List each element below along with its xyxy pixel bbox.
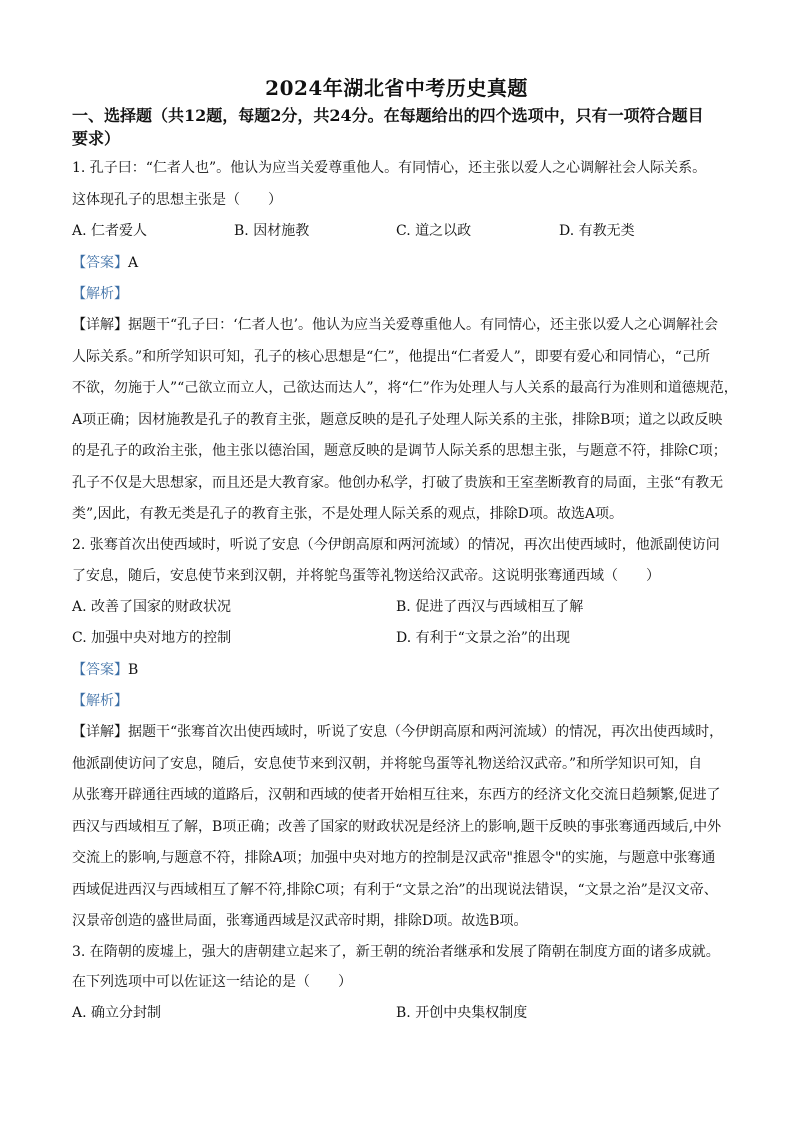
question-3-stem-cont: 在下列选项中可以佐证这一结论的是（ ）: [72, 974, 352, 990]
q1-option-d: D. 有教无类: [559, 223, 635, 239]
q1-answer: [72, 253, 138, 273]
answer-label: 【答案】: [72, 255, 128, 271]
question-2-stem-cont: 了安息，随后，安息使节来到汉朝，并将鸵鸟蛋等礼物送给汉武帝。这说明张骞通西域（ ）: [72, 568, 660, 584]
question-1-stem-cont: 这体现孔子的思想主张是（ ）: [72, 192, 282, 208]
q2-analysis-label: 【解析】: [72, 693, 128, 709]
q2-detail-line: 交流上的影响,与题意不符，排除A项；加强中央对地方的控制是汉武帝"推恩令"的实施，与题意中张骞通: [72, 850, 716, 866]
q1-option-a: A. 仁者爱人: [72, 223, 148, 239]
q2-detail-line: 西域促进西汉与西域相互了解不符,排除C项；有利于“文景之治”的出现说法错误，“文景之治”是汉文帝、: [72, 882, 718, 898]
q1-detail-line: 不欲，勿施于人”“己欲立而立人，己欲达而达人”，将“仁”作为处理人与人关系的最高行为准则和道德规范，: [72, 380, 738, 396]
answer-label: 【答案】: [72, 662, 128, 678]
detail-text: 据题干“孔子曰：‘仁者人也’。他认为应当关爱尊重他人。有同情心，还主张以爱人之心调解社会: [128, 317, 719, 333]
q2-answer: [72, 660, 138, 680]
q2-detail-line: 从张骞开辟通往西域的道路后，汉朝和西域的使者开始相互往来，东西方的经济文化交流日趋频繁,促进了: [72, 787, 721, 803]
question-2-stem: 2. 张骞首次出使西域时，听说了安息（今伊朗高原和两河流域）的情况，再次出使西域时，他派副使访问: [72, 537, 720, 553]
q1-detail-line: A项正确；因材施教是孔子的教育主张，题意反映的是孔子处理人际关系的主张，排除B项；道之以政反映: [72, 412, 723, 428]
q2-option-a: A. 改善了国家的财政状况: [72, 599, 232, 615]
q1-option-b: B. 因材施教: [234, 223, 310, 239]
q2-option-b: B. 促进了西汉与西域相互了解: [396, 599, 584, 615]
q2-detail-line: [72, 722, 723, 742]
q2-detail-line: 汉景帝创造的盛世局面，张骞通西域是汉武帝时期，排除D项。故选B项。: [72, 913, 528, 929]
answer-value: B: [128, 662, 139, 678]
page-title: 2024年湖北省中考历史真题: [265, 76, 528, 100]
q1-analysis-label: 【解析】: [72, 286, 128, 302]
q2-detail-line: 他派副使访问了安息，随后，安息使节来到汉朝，并将鸵鸟蛋等礼物送给汉武帝。”和所学知识可知，自: [72, 756, 703, 772]
question-3-stem: 3. 在隋朝的废墟上，强大的唐朝建立起来了，新王朝的统治者继承和发展了隋朝在制度方面的诸多成就。: [72, 944, 720, 960]
q2-option-d: D. 有利于“文景之治”的出现: [396, 630, 570, 646]
q1-option-c: C. 道之以政: [396, 223, 472, 239]
q2-option-c: C. 加强中央对地方的控制: [72, 630, 232, 646]
q1-detail-line: 人际关系。”和所学知识可知，孔子的核心思想是“仁”，他提出“仁者爱人”，即要有爱心和同情心，“己所: [72, 349, 710, 365]
q1-detail-line: 的是孔子的政治主张，他主张以德治国，题意反映的是调节人际关系的思想主张，与题意不符，排除C项；: [72, 443, 727, 459]
q1-detail-line: 类”,因此，有教无类是孔子的教育主张，不是处理人际关系的观点，排除D项。故选A项。: [72, 506, 623, 522]
q1-detail-line: [72, 315, 718, 335]
detail-label: 【详解】: [72, 724, 128, 740]
answer-value: A: [128, 255, 139, 271]
q2-detail-line: 西汉与西域相互了解，B项正确；改善了国家的财政状况是经济上的影响,题干反映的事张骞通西域后,中外: [72, 819, 722, 835]
q3-option-b: B. 开创中央集权制度: [396, 1005, 528, 1021]
section-heading: 一、选择题（共12题，每题2分，共24分。在每题给出的四个选项中，只有一项符合题目: [72, 106, 704, 125]
detail-label: 【详解】: [72, 317, 128, 333]
detail-text: 据题干“张骞首次出使西域时，听说了安息（今伊朗高原和两河流域）的情况，再次出使西域时，: [128, 724, 724, 740]
section-heading-cont: 要求）: [72, 129, 121, 148]
question-1-stem: 1. 孔子曰：“仁者人也”。他认为应当关爱尊重他人。有同情心，还主张以爱人之心调解社会人际关系。: [72, 160, 707, 176]
q3-option-a: A. 确立分封制: [72, 1005, 162, 1021]
q1-detail-line: 孔子不仅是大思想家，而且还是大教育家。他创办私学，打破了贵族和王室垄断教育的局面，主张“有教无: [72, 475, 724, 491]
